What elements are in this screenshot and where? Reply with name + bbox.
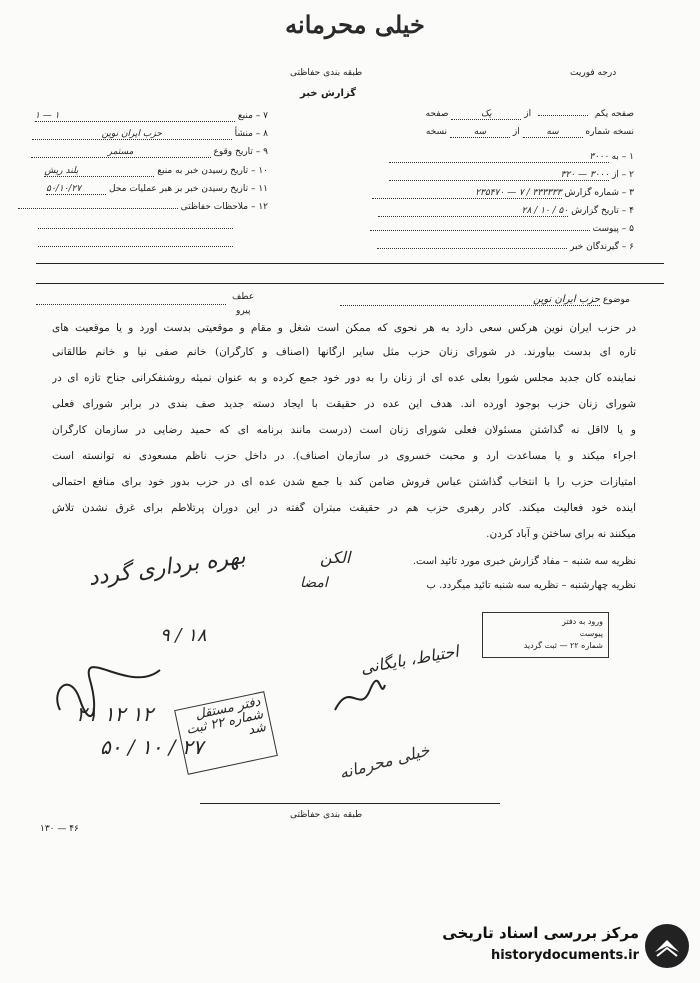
- report-date-row: ۴ – تاریخ گزارش ۵۰ / ۱۰ / ۲۸: [378, 206, 634, 217]
- body-line: تاره ای بدست بیاورند. در شورای زنان حزب مثل سایر ارگانها (اصناف و کارگران) خانم صفی نیا و خانم طالقانی: [52, 346, 636, 358]
- registry-box-stamp: دفتر مستقل شماره ۲۲ ثبت شد: [174, 691, 278, 775]
- handwritten-date: ۱۸ / ۹: [160, 625, 207, 646]
- report-title: گزارش خبر: [300, 88, 357, 99]
- divider-mid: [36, 283, 664, 284]
- to-row: ۱ – به ۳۰۰۰: [389, 152, 634, 163]
- footer-divider: [200, 803, 500, 804]
- body-line: امتیازات حزب را با انتخاب گذاشتن عباس فروش ضامن کند با جمع شدن عده ای در حزب بدور خود برای منافع احتمالی: [52, 476, 636, 488]
- body-line: نماینده کان جدید مجلس شورا بعلی عده ای از زنان را به دور خود جمع کرده و به عنوان نمیئه روشنفکرانی جناح تازه ای در: [52, 372, 636, 384]
- attachment-row: ۵ – پیوست: [370, 224, 634, 234]
- classification-label: طبقه بندی حفاظتی: [290, 68, 363, 78]
- watermark-name: مرکز بررسی اسناد تاریخی: [442, 924, 639, 942]
- subject: موضوع حزب ایران نوین: [340, 294, 630, 306]
- page-count-row: صفحه یکم از یک صفحه: [425, 109, 634, 119]
- signature-scribble-icon: [330, 670, 390, 720]
- divider-top: [36, 263, 664, 264]
- body-line: و یا لااقل نه گذاشتن مسئولان فعلی شورای زنان است (درست مانند برنامه ای که حمید رضایی در سازمان کارگران: [52, 424, 636, 436]
- book-emblem-icon: [643, 922, 691, 970]
- body-line-last: میکنند نه برای ساختن و آباد کردن.: [486, 528, 636, 540]
- body-line: در حزب ایران نوین هرکس سعی دارد به هر نحوی که ممکن است شغل و مقام و موقعیتی بدست آورد و یا موقعیت های: [52, 322, 636, 334]
- origin-row: ۸ – منشأ حزب ایران نوین: [32, 129, 268, 140]
- watermark-site: historydocuments.ir: [490, 948, 639, 963]
- body-line: اجراء میکند و یا مساعدت آرد و محبت خسروی در سازمان اصناف). در داخل حزب ناظم مسعودی نه توانسته است: [52, 450, 636, 462]
- copy-number-row: نسخه شماره سه از سه نسخه: [425, 127, 634, 137]
- recipients-row: ۶ – گیرندگان خبر: [377, 242, 634, 252]
- received-by-source-row: ۱۰ – تاریخ رسیدن خبر به منبع بلند ریش: [44, 166, 268, 176]
- handwritten-footer-title: خیلی محرمانه: [337, 740, 432, 783]
- follow-up-label: پیرو: [236, 306, 251, 316]
- office-entry-stamp: ورود به دفتر پیوست شماره ۲۲ — ثبت گردید: [482, 612, 609, 658]
- footer-classification-label: طبقه بندی حفاظتی: [290, 810, 363, 820]
- note-tuesday: نظریه سه شنبه – مفاد گزارش خبری مورد تائید است.: [412, 556, 636, 567]
- received-by-ops-row: ۱۱ – تاریخ رسیدن خبر بر هبر عملیات محل ۵۰/۱۰/۲۷: [46, 184, 268, 194]
- watermark-logo: [420, 918, 695, 976]
- body-line: شورای زنان حزب بوجود آورده اند. هدف این عده در حقیقت با ایجاد دسته جدید صف بندی در برابر شورای فعلی: [52, 398, 636, 410]
- report-number-row: ۳ – شماره گزارش ۳۳۳۳۳۳ / ۷ — ۲۳۵۴۷۰: [372, 188, 634, 199]
- body-line: آینده خود فعالیت میکند. کادر رهبری حزب هم در حقیقت مبتران گفته در این دوران پرتلاطم برای غرق نشدن تلاش: [52, 502, 636, 514]
- form-number: ۱۳۰ — ۴۶: [40, 824, 79, 834]
- handwritten-exploit-note: بهره برداری گردد: [87, 544, 248, 591]
- handwritten-archive-note: احتیاط، بایگانی: [359, 641, 461, 678]
- signature-1: الکن: [320, 548, 351, 567]
- handwritten-title: خیلی محرمانه: [285, 10, 425, 39]
- occurrence-date-row: ۹ – تاریخ وقوع مستمر: [31, 147, 268, 158]
- security-notes-row: ۱۲ – ملاحظات حفاظتی: [18, 202, 268, 212]
- signature-scribble-icon: [40, 660, 190, 720]
- handwritten-date-bottom: ۵۰ / ۱۰ / ۲۷: [100, 735, 204, 759]
- priority-label: درجه فوریت: [570, 68, 617, 78]
- source-row: ۷ – منبع ۱ — ۱: [35, 111, 268, 121]
- reference-label: عطف: [232, 292, 255, 302]
- handwritten-date-digits: ۲۱ ۱۲ ۱۲: [76, 702, 154, 726]
- note-wednesday: نظریه چهارشنبه – نظریه سه شنبه تائید میگردد. ب: [426, 580, 636, 591]
- signature-2: امضا: [300, 575, 328, 591]
- from-row: ۲ – از ۳۰۰۰ — ۳۲۰: [389, 170, 634, 181]
